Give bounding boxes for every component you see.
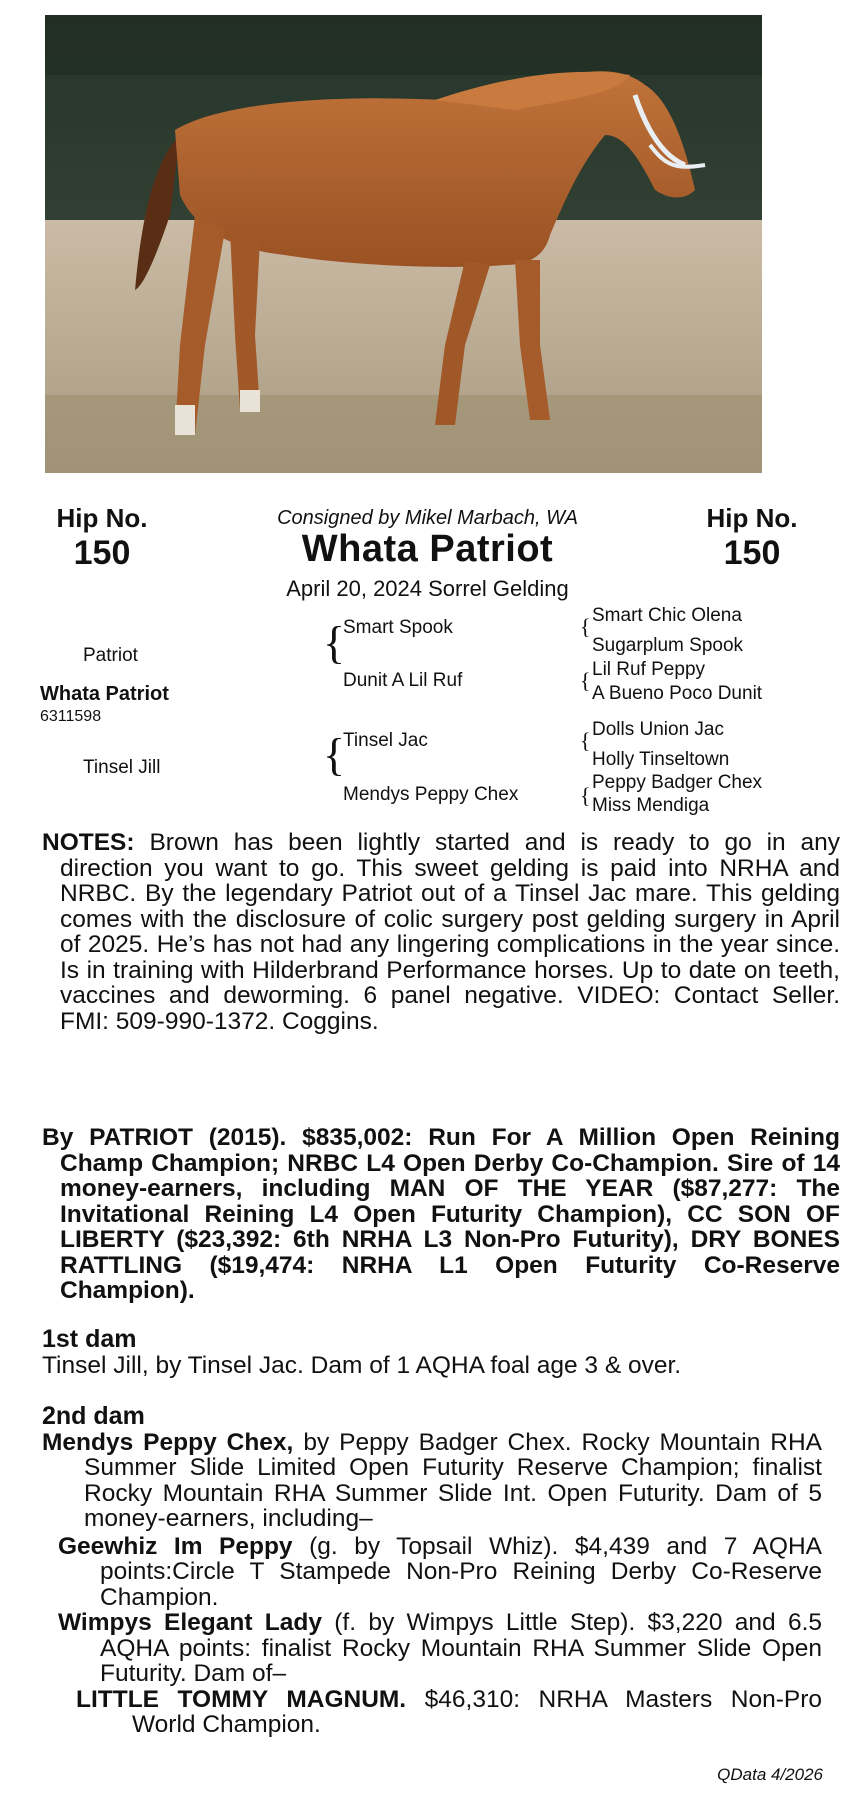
pedigree-dam: Tinsel Jill: [83, 757, 161, 778]
notes-text: Brown has been lightly started and is ready to go in any direction you want to go. This sweet gelding is paid into NRHA and NRBC. By the legendary Patriot out of a Tinsel Jac mare. This gelding comes with the disclosure of colic surgery post gelding surgery in April of 2025. He’s has not had any lingering complications in the year since. Is in training with Hilderbrand Performance horses. Up to date on teeth, vaccines and deworming. 6 panel negative. VIDEO: Contact Seller. FMI: 509-990-1372. Coggins.: [60, 829, 840, 1035]
pedigree-brace: {: [580, 728, 591, 753]
hip-number: 150: [73, 534, 131, 572]
pedigree-sire-sire: Smart Spook: [343, 617, 453, 638]
grand-produce-text: $46,310: NRHA Masters Non-Pro World Champion.: [132, 1685, 822, 1738]
hip-label: Hip No.: [56, 503, 148, 533]
horse-photo-icon: [45, 15, 762, 473]
pedigree-sire: Patriot: [83, 645, 138, 666]
pedigree-brace: {: [580, 783, 591, 808]
hip-label: Hip No.: [706, 503, 798, 533]
pedigree-dd-dam: Miss Mendiga: [592, 795, 710, 816]
horse-photo: [45, 15, 762, 473]
pedigree-sire-dam: Dunit A Lil Ruf: [343, 670, 463, 691]
pedigree-dam-sire: Tinsel Jac: [343, 730, 428, 751]
produce-item: [42, 1610, 822, 1687]
pedigree-brace: {: [580, 614, 591, 639]
first-dam-label: 1st dam: [42, 1325, 137, 1353]
pedigree-brace: {: [323, 729, 346, 780]
pedigree-ds-dam: Holly Tinseltown: [592, 749, 730, 770]
pedigree-sd-sire: Lil Ruf Peppy: [592, 659, 706, 680]
pedigree-ss-sire: Smart Chic Olena: [592, 605, 742, 626]
produce-text: (g. by Topsail Whiz). $4,439 and 7 AQHA points:Circle T Stampede Non-Pro Reining Derby Co-Reserve Champion.: [100, 1532, 822, 1611]
second-dam-paragraph: [42, 1430, 822, 1532]
grand-produce-paragraph: [76, 1687, 822, 1738]
footer-source: QData 4/2026: [717, 1765, 823, 1784]
horse-name: Whata Patriot: [301, 528, 554, 570]
produce-text: (f. by Wimpys Little Step). $3,220 and 6.5 AQHA points: finalist Rocky Mountain RHA Summer Slide Open Futurity. Dam of–: [100, 1609, 822, 1687]
notes-label: NOTES:: [42, 829, 135, 856]
second-dam-text: by Peppy Badger Chex. Rocky Mountain RHA Summer Slide Limited Open Futurity Reserve Champion; finalist Rocky Mountain RHA Summer Slide Int. Open Futurity. Dam of 5 money-earners, including–: [84, 1428, 823, 1532]
pedigree-ds-sire: Dolls Union Jac: [592, 719, 724, 740]
notes-paragraph: [42, 830, 840, 1034]
grand-produce-name: LITTLE TOMMY MAGNUM.: [76, 1685, 407, 1713]
pedigree-ss-dam: Sugarplum Spook: [592, 635, 744, 656]
produce-name: Wimpys Elegant Lady: [58, 1609, 322, 1636]
sire-summary: By PATRIOT (2015). $835,002: Run For A Million Open Reining Champ Champion; NRBC L4 Open Derby Co-Champion. Sire of 14 money-earners, including MAN OF THE YEAR ($87,277: The Invitational Reining L4 Open Futurity Champion), CC SON OF LIBERTY ($23,392: 6th NRHA L3 Non-Pro Futurity), DRY BONES RATTLING ($19,474: NRHA L1 Open Futurity Co-Reserve Champion).: [42, 1124, 840, 1304]
pedigree-registration: 6311598: [40, 708, 102, 725]
pedigree-dam-dam: Mendys Peppy Chex: [343, 784, 519, 805]
produce-paragraph: [58, 1534, 822, 1611]
first-dam-section: [42, 1327, 822, 1378]
second-dam-section: [42, 1404, 822, 1738]
consignor: Consigned by Mikel Marbach, WA: [277, 507, 578, 529]
pedigree-brace: {: [323, 617, 346, 668]
grand-produce-item: [42, 1687, 822, 1738]
produce-name: Geewhiz Im Peppy: [58, 1532, 293, 1560]
second-dam-label: 2nd dam: [42, 1402, 145, 1430]
second-dam-name: Mendys Peppy Chex,: [42, 1428, 294, 1456]
hip-number: 150: [723, 534, 781, 572]
produce-item: [42, 1534, 822, 1611]
pedigree-brace: {: [580, 668, 591, 693]
first-dam-text: Tinsel Jill, by Tinsel Jac. Dam of 1 AQHA foal age 3 & over.: [42, 1351, 682, 1379]
pedigree-horse: Whata Patriot: [40, 683, 169, 705]
pedigree-dd-sire: Peppy Badger Chex: [592, 772, 763, 793]
foal-info: April 20, 2024 Sorrel Gelding: [286, 576, 569, 601]
produce-paragraph: [58, 1610, 822, 1687]
pedigree-sd-dam: A Bueno Poco Dunit: [592, 683, 763, 704]
